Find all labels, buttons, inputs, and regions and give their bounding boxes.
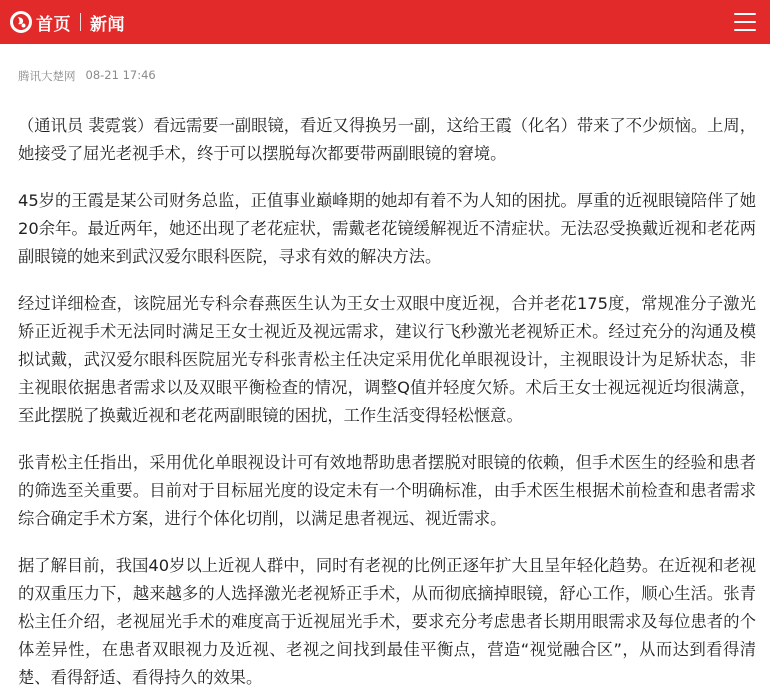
article-paragraph: 张青松主任指出，采用优化单眼视设计可有效地帮助患者摆脱对眼镜的依赖，但手术医生的经验和患者的筛选至关重要。目前对于目标屈光度的设定未有一个明确标准，由手术医生根据术前检查和患者需求综合确定手术方案，进行个体化切削，以满足患者视远、视近需求。 [18, 453, 756, 528]
article-paragraph: 经过详细检查，该院屈光专科佘春燕医生认为王女士双眼中度近视，合并老花175度，常规准分子激光矫正近视手术无法同时满足王女士视近及视远需求，建议行飞秒激光老视矫正术。经过充分的沟通及模拟试戴，武汉爱尔眼科医院屈光专科张青松主任决定采用优化单眼视设计，主视眼设计为足矫状态，非主视眼依据患者需求以及双眼平衡检查的情况，调整Q值并轻度欠矫。术后王女士视远视近均很满意，至此摆脱了换戴近视和老花两副眼镜的困扰，工作生活变得轻松惬意。 [18, 294, 756, 425]
tencent-news-logo-icon[interactable] [10, 11, 32, 33]
article-paragraph: 据了解目前，我国40岁以上近视人群中，同时有老视的比例正逐年扩大且呈年轻化趋势。在近视和老视的双重压力下，越来越多的人选择激光老视矫正手术，从而彻底摘掉眼镜，舒心工作，顺心生活。张青松主任介绍，老视屈光手术的难度高于近视屈光手术，要求充分考虑患者长期用眼需求及每位患者的个体差异性，在患者双眼视力及近视、老视之间找到最佳平衡点，营造“视觉融合区”，从而达到看得清楚、看得舒适、看得持久的效果。 [18, 556, 756, 687]
nav-news-link[interactable]: 新闻 [90, 14, 125, 35]
article-paragraph: 45岁的王霞是某公司财务总监，正值事业巅峰期的她却有着不为人知的困扰。厚重的近视眼镜陪伴了她20余年。最近两年，她还出现了老花症状，需戴老花镜缓解视近不清症状。无法忍受换戴近视和老花两副眼镜的她来到武汉爱尔眼科医院，寻求有效的解决方法。 [18, 191, 756, 266]
top-nav-bar [0, 0, 770, 44]
article-timestamp: 08-21 17:46 [85, 68, 156, 82]
nav-divider [80, 13, 81, 31]
nav-home-link[interactable]: 首页 [36, 14, 71, 35]
article-paragraph: （通讯员 裴霓裳）看远需要一副眼镜，看近又得换另一副，这给王霞（化名）带来了不少烦恼。上周，她接受了屈光老视手术，终于可以摆脱每次都要带两副眼镜的窘境。 [18, 116, 756, 163]
hamburger-menu-icon[interactable] [734, 13, 756, 31]
article-body [0, 84, 770, 690]
article-meta [0, 44, 770, 84]
article-source[interactable]: 腾讯大楚网 [18, 69, 76, 83]
